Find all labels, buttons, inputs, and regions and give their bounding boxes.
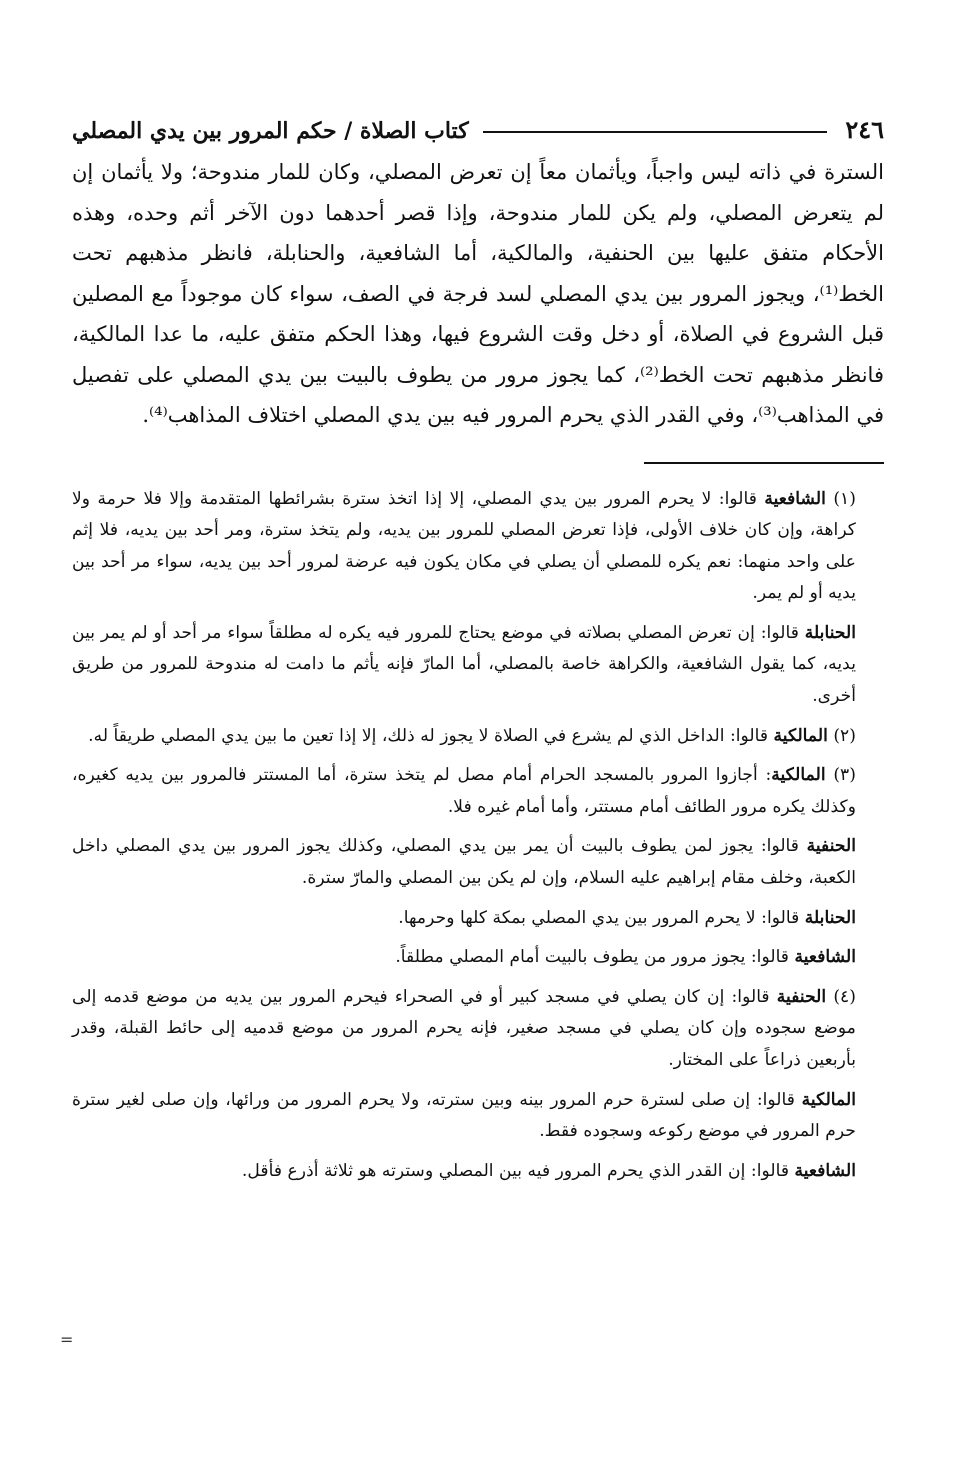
footnote-number: (٤) xyxy=(826,986,856,1007)
footnote-text: قالوا: يجوز مرور من يطوف بالبيت أمام المصلي مطلقاً. xyxy=(395,947,795,968)
footnote-school: الشافعية xyxy=(794,947,856,968)
running-title: كتاب الصلاة / حكم المرور بين يدي المصلي xyxy=(72,118,469,144)
footnote-school: المالكية xyxy=(773,725,828,746)
footnote-school: المالكية xyxy=(771,765,826,786)
header-rule xyxy=(483,131,828,133)
footnote-text: قالوا: إن كان يصلي في مسجد كبير أو في الصحراء فيحرم المرور بين يديه من موضع قدمه إلى موضع سجوده وإن كان يصلي في مسجد صغير، فإنه يحرم المرور من موضع قدميه إلى حائط القبلة، وقدر بأربعين ذراعاً على المختار. xyxy=(72,986,856,1070)
footnote-4-shafiiya xyxy=(72,1156,884,1188)
footnote-text: قالوا: لا يحرم المرور بين يدي المصلي، إلا إذا اتخذ سترة بشرائطها المتقدمة وإلا فلا حرمة ولا كراهة، وإن كان خلاف الأولى، فإذا تعرض المصلي للمرور بين يديه، ولم يتخذ سترة، ومر أحد بين يديه، فلا إثم على واحد منهما: نعم يكره للمصلي أن يصلي في مكان يكون فيه عرضة لمرور أحد بين يديه، سواء مر أحد بين يديه أو لم يمر. xyxy=(72,488,856,604)
footnote-text: قالوا: إن القدر الذي يحرم المرور فيه بين المصلي وسترته هو ثلاثة أذرع فأقل. xyxy=(241,1160,795,1181)
footnote-number: (٢) xyxy=(827,725,856,746)
footnote-school: الشافعية xyxy=(794,1160,856,1181)
margin-mark: = xyxy=(60,1330,74,1349)
footnote-text: قالوا: الداخل الذي لم يشرع في الصلاة لا يجوز له ذلك، إلا إذا تعين ما بين يدي المصلي طريقاً له. xyxy=(88,725,774,746)
footnote-4-malikiya xyxy=(72,1085,884,1148)
footnote-4 xyxy=(72,982,884,1077)
footnotes xyxy=(72,484,884,1188)
page-header xyxy=(72,96,884,144)
footnote-school: المالكية xyxy=(801,1089,856,1110)
footnote-3-shafiiya xyxy=(72,942,884,974)
footnote-number: (١) xyxy=(825,488,856,509)
page-number: ٢٤٦ xyxy=(845,115,884,144)
footnote-school: الشافعية xyxy=(764,488,826,509)
footnote-1-hanabila xyxy=(72,618,884,713)
footnote-text: قالوا: لا يحرم المرور بين يدي المصلي بمكة كلها وحرمها. xyxy=(398,907,805,928)
footnote-3-hanabila xyxy=(72,903,884,935)
footnote-text: قالوا: إن تعرض المصلي بصلاته في موضع يحتاج للمرور فيه يكره له مطلقاً سواء مر أحد أو لم يمر بين يديه، كما يقول الشافعية، والكراهة خاصة بالمصلي، أما المارّ فإنه يأثم ما دامت له مندوحة للمرور من طريق أخرى. xyxy=(72,622,856,707)
footnote-school: الحنابلة xyxy=(804,907,856,928)
footnote-text: قالوا: إن صلى لسترة حرم المرور بينه وبين سترته، ولا يحرم المرور من ورائها، وإن صلى لغير سترة حرم المرور في موضع ركوعه وسجوده فقط. xyxy=(72,1089,856,1142)
footnote-number: (٣) xyxy=(825,765,856,786)
footnote-school: الحنابلة xyxy=(804,622,856,643)
footnote-text: : أجازوا المرور بالمسجد الحرام أمام مصل لم يتخذ سترة، أما المستتر فالمرور بين يديه كغيره، وكذلك يكره مرور الطائف أمام مستتر، وأما أمام غيره فلا. xyxy=(72,765,856,817)
main-paragraph: السترة في ذاته ليس واجباً، ويأثمان معاً إن تعرض المصلي، وكان للمار مندوحة؛ ولا يأثمان إن لم يتعرض المصلي، ولم يكن للمار مندوحة، وإذا قصر أحدهما دون الآخر أثم وحده، وهذه الأحكام متفق عليها بين الحنفية، والمالكية، أما الشافعية، والحنابلة، فانظر مذهبهم تحت الخط⁽¹⁾، ويجوز المرور بين يدي المصلي لسد فرجة في الصف، سواء كان موجوداً مع المصلين قبل الشروع في الصلاة، أو دخل وقت الشروع فيها، وهذا الحكم متفق عليه، ما عدا المالكية، فانظر مذهبهم تحت الخط⁽²⁾، كما يجوز مرور من يطوف بالبيت بين يدي المصلي على تفصيل في المذاهب⁽³⁾، وفي القدر الذي يحرم المرور فيه بين يدي المصلي اختلاف المذاهب⁽⁴⁾. xyxy=(72,160,884,427)
footnote-separator xyxy=(644,462,884,464)
footnote-3 xyxy=(72,760,884,823)
footnote-text: قالوا: يجوز لمن يطوف بالبيت أن يمر بين يدي المصلي، وكذلك يجوز المرور بين يدي المصلي داخل الكعبة، وخلف مقام إبراهيم عليه السلام، وإن لم يكن بين المصلي والمارّ سترة. xyxy=(72,836,856,889)
footnote-1 xyxy=(72,484,884,610)
footnote-school: الحنفية xyxy=(806,836,856,857)
footnote-school: الحنفية xyxy=(776,986,827,1007)
footnote-2 xyxy=(72,721,884,753)
footnote-3-hanafiya xyxy=(72,831,884,894)
